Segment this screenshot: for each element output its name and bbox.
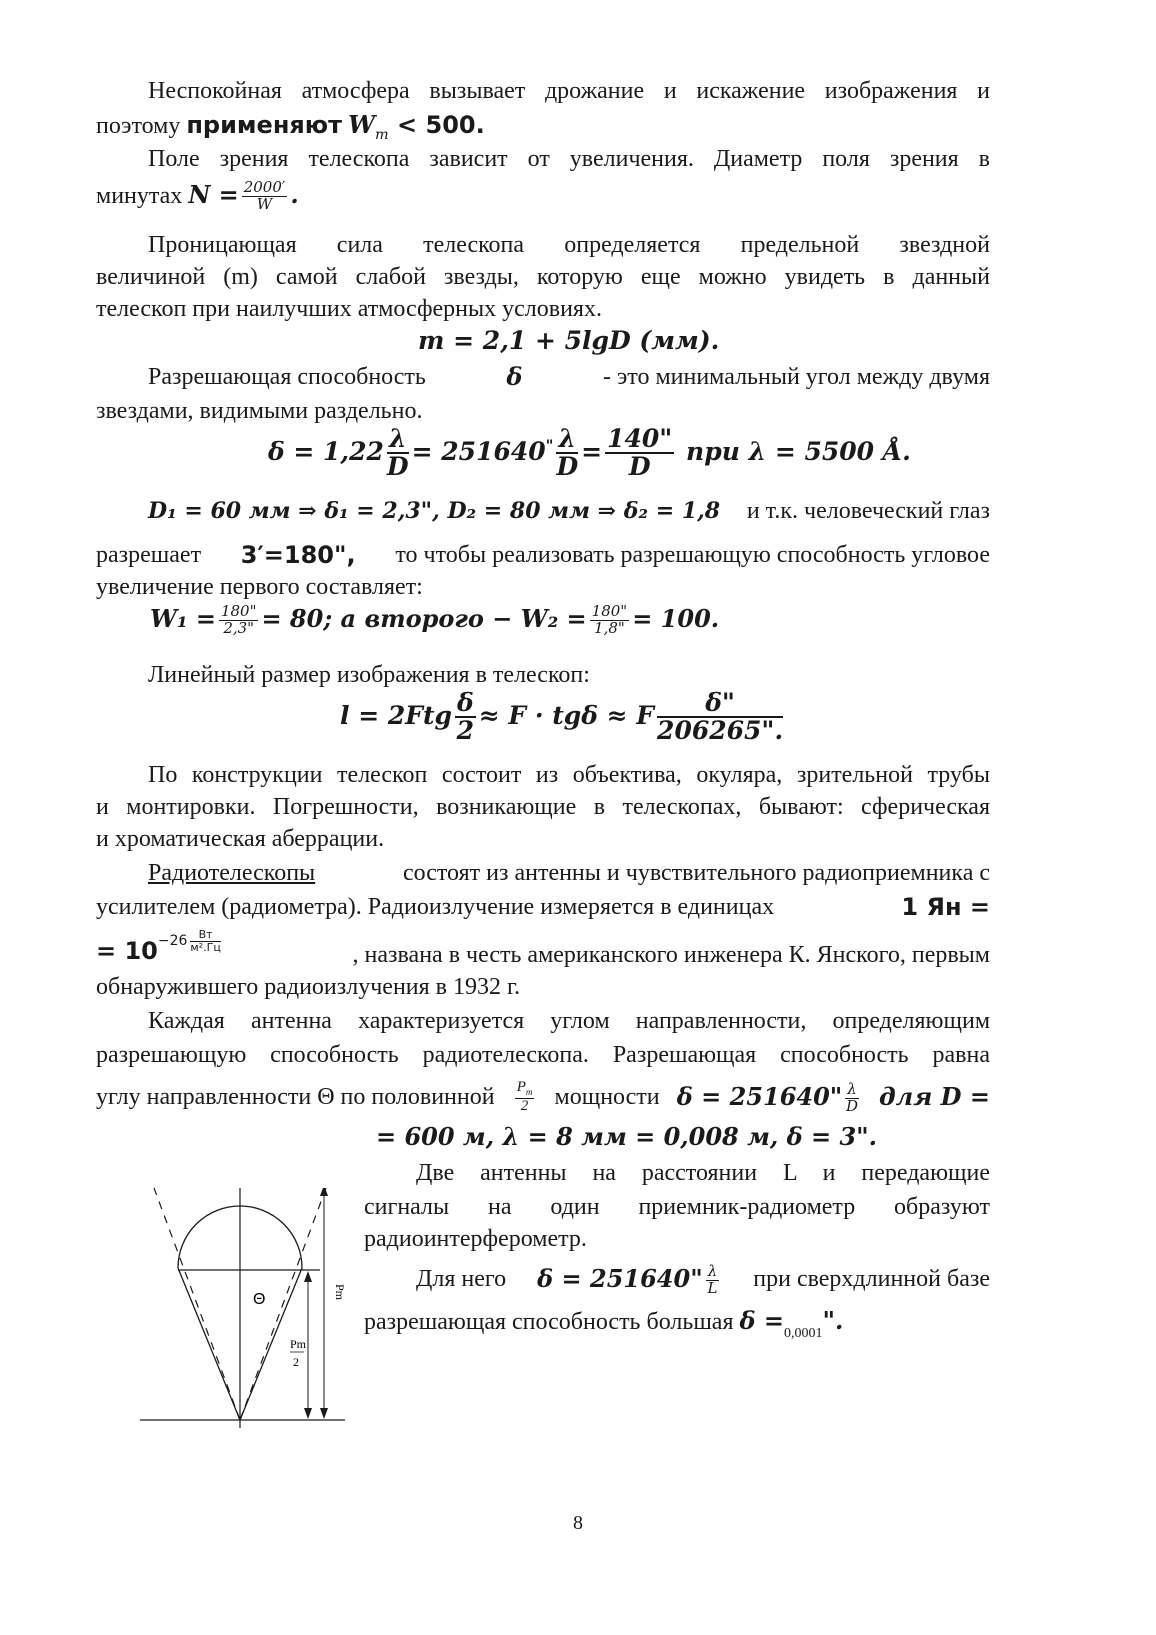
p10-line3: радиоинтерферометр.	[364, 1226, 587, 1252]
p7-line1: По конструкции телескоп состоит из объектива, окуляра, зрительной трубы	[148, 762, 990, 788]
p11-line2: разрешающая способность большая $\delta =_{0,0001}$".	[364, 1306, 844, 1341]
radiotelescopes-term: Радиотелескопы	[148, 860, 316, 886]
p4-line1: Разрешающая способность δ - это минимальный угол между двумя	[148, 362, 990, 391]
antenna-pattern-diagram	[140, 1188, 360, 1438]
half-pm-num: Pm	[290, 1337, 307, 1351]
p9-line3: углу направленности Θ по половинной $\frac{P_m}{2}$ мощности δ = 251640" $\frac{\lambda}{D}$ для D =	[96, 1079, 990, 1115]
formula-delta: δ = 1,22 $\frac{\lambda}{D}$ = 251640" $\frac{\lambda}{D}$ = $\frac{140"}{D}$ при λ = 5500 Å.	[268, 424, 911, 482]
p5-line1: D₁ = 60 мм ⇒ δ₁ = 2,3", D₂ = 80 мм ⇒ δ₂ = 1,8 и т.к. человеческий глаз	[148, 498, 990, 524]
p7-line2: и монтировки. Погрешности, возникающие в телескопах, бывают: сферическая	[96, 794, 990, 820]
pm-label: Pm	[333, 1284, 347, 1301]
p7-line3: и хроматическая аберрации.	[96, 826, 385, 852]
p9-line2: разрешающую способность радиотелескопа. Разрешающая способность равна	[96, 1042, 990, 1068]
half-pm-den: 2	[293, 1355, 299, 1369]
p8-line2: усилителем (радиометра). Радиоизлучение измеряется в единицах 1 Ян =	[96, 893, 990, 921]
p8-line3: = $10^{-26 \frac{Вт}{\text{м².Гц}}}$ , названа в честь американского инженера К. Янского, первым	[96, 927, 990, 968]
p9-line1: Каждая антенна характеризуется углом направленности, определяющим	[148, 1008, 990, 1034]
formula-W: W₁ = $\frac{180"}{2,3"}$ = 80; а второго − W₂ = $\frac{180"}{1,8"}$ = 100.	[150, 602, 720, 637]
p9-line4: = 600 м, λ = 8 мм = 0,008 м, δ = 3".	[376, 1122, 878, 1151]
p2-line2: минутах N = $\frac{2000'}{W}$ .	[96, 178, 299, 213]
formula-l: l = 2Ftg $\frac{\delta}{2}$ ≈ F · tgδ ≈ F $\frac{\delta"}{206265".}$	[340, 688, 784, 746]
p11-line1: Для него δ = 251640" $\frac{\lambda}{L}$ при сверхдлинной базе	[416, 1262, 990, 1297]
theta-label: Θ	[253, 1291, 266, 1308]
p8-line1: Радиотелескопы состоят из антенны и чувствительного радиоприемника с	[148, 856, 990, 890]
p6-line1: Линейный размер изображения в телескоп:	[148, 662, 590, 688]
p10-line2: сигналы на один приемник-радиометр образуют	[364, 1194, 990, 1220]
p3-line2: величиной (m) самой слабой звезды, которую еще можно увидеть в данный	[96, 264, 990, 290]
p8-line4: обнаружившего радиоизлучения в 1932 г.	[96, 974, 521, 1000]
p5-line3: увеличение первого составляет:	[96, 574, 423, 600]
p1-line1: Неспокойная атмосфера вызывает дрожание и искажение изображения и	[148, 78, 990, 104]
p1-line2: поэтому применяют $W_m < 500$.	[96, 110, 485, 143]
p3-line3: телескоп при наилучших атмосферных условиях.	[96, 296, 602, 322]
p2-line1: Поле зрения телескопа зависит от увеличения. Диаметр поля зрения в	[148, 146, 990, 172]
p3-line1: Проницающая сила телескопа определяется предельной звездной	[148, 232, 990, 258]
p10-line1: Две антенны на расстоянии L и передающие	[416, 1160, 990, 1186]
formula-N: N = $\frac{2000'}{W}$ .	[188, 178, 299, 213]
page-number: 8	[573, 1512, 583, 1534]
p5-line2: разрешает 3′=180", то чтобы реализовать разрешающую способность угловое	[96, 541, 990, 569]
p4-line2: звездами, видимыми раздельно.	[96, 398, 423, 424]
formula-m: m = 2,1 + 5lgD (мм).	[418, 326, 720, 355]
